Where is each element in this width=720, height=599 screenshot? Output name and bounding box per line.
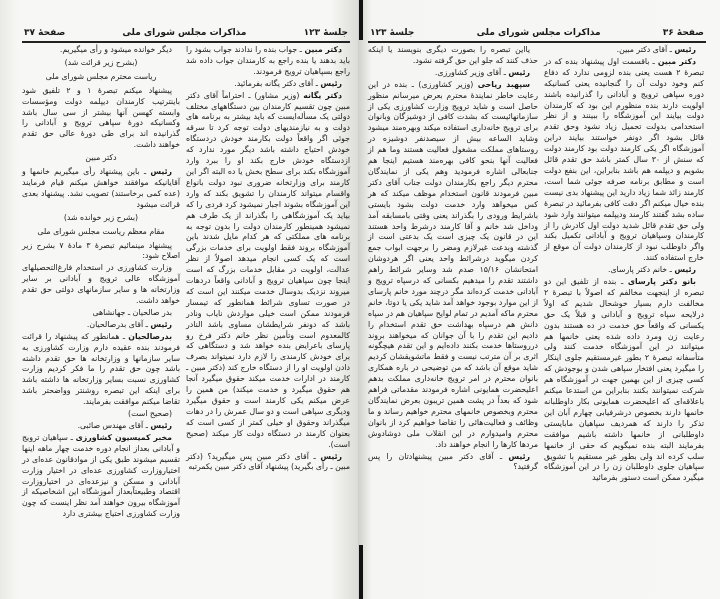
paragraph-text: وزارت کشاورزی در استخدام فارغ‌التحصیلهای آموزشگاه عالی ترویج و آبادانی بر سایر وزارتخانه ها و سایر سازمانهای دولتی حق تقدم خواهد داشت.: [22, 263, 180, 306]
paragraph-text: (بشرح زیر خوانده شد): [63, 212, 139, 222]
speech-paragraph: [544, 57, 704, 264]
text-paragraph: [22, 86, 180, 151]
speech-paragraph: [368, 68, 538, 79]
paragraph-text: ریاست محترم مجلس شورای ملی: [45, 71, 157, 81]
text-paragraph: [22, 308, 180, 319]
speaker-name: رئیس: [320, 451, 342, 461]
speech-paragraph: [22, 421, 180, 432]
header-rule: [22, 41, 350, 43]
paragraph-text: ـ آقای دکتر مبین.: [616, 45, 675, 54]
speech-paragraph: [22, 320, 180, 331]
paragraph-text: پیشنهاد میکنم تبصرهٔ ۱ و ۲ تلفیق شود باینترتیب کارمندان دیپلمه دولت ومؤسسات وابسته کهسن آنها بیشتر از سی سال باشد وکسانیکه دورهٔ سپاهی ترویج و آبادانی را گذرانیده اند برای طی دورهٔ عالی حق تقدم خواهند داشت.: [22, 85, 180, 150]
paragraph-text: ـ آقای وزیر کشاورزی.: [434, 67, 509, 77]
paragraph-text: یااین تبصره را بصورت دیگری بنویسند یا اینکه حذف کنند که جلو این حق گرفته نشود.: [368, 45, 538, 65]
speaker-name: سپهبد ریاحی: [477, 79, 530, 89]
speech-paragraph: [186, 452, 350, 474]
speech-paragraph: [22, 433, 180, 520]
speaker-name: رئیس: [674, 45, 696, 54]
header-rule: [368, 41, 706, 43]
paragraph-text: ـ خانم دکتر پارسای.: [607, 265, 675, 275]
text-paragraph: [22, 263, 180, 307]
page-header: [24, 28, 348, 40]
running-title: مذاکرات مجلس شورای ملی: [122, 28, 247, 38]
speech-paragraph: [544, 45, 704, 56]
text-paragraph: [22, 409, 180, 420]
speech-paragraph: [186, 79, 350, 90]
speech-paragraph: [368, 80, 538, 451]
page-number: صفحهٔ ۳۷: [24, 28, 66, 38]
text-paragraph: [22, 213, 180, 224]
paragraph-text: ـ جواب بنده را ندادند جواب بشود را باید بدهند یا بنده راجع به کارمندان جواب داده شد راجع بسپاهیان ترویج فرمودند.: [186, 45, 350, 76]
speaker-name: رئیس: [150, 319, 172, 329]
text-column-left: [368, 45, 538, 474]
speaker-name: رئیس: [150, 421, 172, 430]
text-column-left: [22, 45, 180, 521]
speech-paragraph: [186, 91, 350, 451]
speaker-name: رئیس: [320, 78, 342, 88]
paragraph-text: ـ آقای دکتر مبین پس میگیرید؟ (دکتر مبین ـ رأی بگیرید) پیشنهاد آقای دکتر مبین یکمرتبه: [186, 451, 350, 472]
speech-paragraph: [368, 452, 538, 474]
speaker-name: رئیس: [674, 265, 696, 275]
speech-paragraph: [186, 45, 350, 78]
speaker-name: دکتر مبین: [657, 56, 696, 66]
speaker-name: بدرصالحیان: [128, 331, 172, 341]
paragraph-text: ـ آقای دکتر مبین پیشنهادتان را پس گرفتید؟: [368, 451, 538, 472]
page-header: [370, 28, 704, 40]
paragraph-text: ـ آقای بدرصالحیان.: [86, 319, 151, 329]
paragraph-text: پیشنهاد مینمائیم تبصرهٔ ۳ مادهٔ ۷ بشرح زیر اصلاح شود:: [22, 240, 180, 261]
speech-paragraph: [22, 167, 180, 211]
paragraph-text: ـ آقای مهندس صائبی.: [77, 421, 151, 430]
text-paragraph: [22, 58, 180, 69]
paragraph-text: ـ همانطور که پیشنهاد را قرائت فرمودند بنده عقیده دارم وزارت کشاورزی به سایر سازمانها و وزارتخانه ها حق تقدم داشته باشد چون حق تقدم را ما فکر کردیم وزارت کشاورزی نسبت بسایر وزارتخانه ها داشته باشد برای اینکه این تبصره روشنتر وواضحتر باشد تقاضا میکنم موافقت بفرمایند.: [22, 331, 180, 407]
speech-paragraph: [544, 265, 704, 276]
paragraph-text: (صحیح است): [128, 409, 172, 419]
right-page: [358, 0, 720, 599]
binding-shadow: [359, 0, 363, 40]
paragraph-text: (وزیر کشاورزی) ـ بنده در این رعایت خاطر نمایندهٔ محترم بعرض میرسانم منظور حاصل است و شاید ترویج وزارت کشاورزی یکی از سازمانهائیست که بشدت کافی از دوشیزگان وبانوان برای ترویج خانه‌داری استفاده میکند وبهره‌مند میشود وشاید الساعه بیش از سیصدنفر دوشیزه در روستاهای مملکت مشغول فعالیت هستند وما هم از فعالیت آنها بنحو کافی بهره‌مند هستیم اینجا هم جنابعالی اشاره فرمودید وهم یکی از نمایندگان محترم دیگر راجع بکارمندان دولت جناب آقای دکتر مبین فرمودند قانون استخدام موظف میکند که هر کس میخواهد وارد خدمت دولت بشود بایستی باشرایط ورودی را بگذراند یعنی وقتی بامسابقه آمد وداخل شد خانم و آقا کارمند درشرط واحد هستند این در قانون یک چیزی است یک بدعتی است از گذشته وبدعت غیرلازم ومضر را برجهت ابواب جمع کردن میگوید درشرائط واحد یعنی اگر هردوشان امتحانشان ۱۵/۱۶ صدم شد وسایر شرائط راهم داشتند تقدم را میدهیم بکسانی که درسپاه ترویج و آبادانی خدمت کرده‌اند مگر درچند مورد خانم پارسای از این موارد بوجود خواهد آمد شاید یکی یا دوتا، خانم محترم ماکه آمدیم در تمام لوایح سپاهیان هم در سپاه دانش هم درسپاه بهداشت حق تقدم استخدام را دادیم این تقدم را با آن جوانان که میخواهند بروند درروستاها خدمت بکنند داده‌ایم و این تقدم هیچگونه اثری بر آن مترتب نیست و فقط ماتشویقشان کردیم شاید موقع آن باشد که من توضیحی در باره همکاری بانوان محترم در امر ترویج خانه‌داری مملکت بدهم اعلیحضرت همایونی اشاره فرمودند مقدماتی فراهم شود که بعداً در پشت همین تریبون بعرض نمایندگان محترم وبخصوص خانمهای محترم خواهیم رساند و ما وظائف و فعالیت‌هائی را تقاضا خواهیم کرد از بانوان محترم وامیدوارم در این انقلاب ملی دوشادوش مردها کارها را انجام خواهند داد.: [368, 79, 538, 449]
paragraph-text: دیگر خوانده میشود و رأی میگیریم.: [59, 45, 172, 54]
running-title: مذاکرات مجلس شورای ملی: [476, 28, 601, 38]
text-paragraph: [368, 45, 538, 67]
speaker-name: رئیس: [150, 167, 172, 177]
text-paragraph: [22, 45, 180, 56]
text-column-right: [544, 45, 704, 485]
speaker-name: رئیس: [508, 67, 530, 77]
paragraph-text: ـ بنده از تلفیق این دو تبصره از اینجهت مخالفم که اصولاً با تبصرهٔ ۲ مخالفت دارم بسیار خوشحال شدیم که اولاً درلایحه سپاه ترویج و آبادانی و قبلاً یک حق یکسانی که واقعاً حق خدمت در ده هستند بدون رعایت زن ومرد داده شده یعنی خانمها هم میتوانند در این آموزشگاه خدمت کنند ولی متأسفانه تبصرهٔ ۲ بطور غیرمستقیم جلوی اینکار را میگیرد یعنی افتخار سپاهی شدن و بوجودش که کسی چیزی از این بهمین جهت در آموزشگاه هم شرکت نمیتوانند بکنند بنابراین من استدعا میکنم باعلاقه‌ای که اعلیحضرت همایونی بکار داوطلبانه خانمها دارند بخصوص درشرفیابی چهارم آبان این تذکر را دارند که همردیف سپاهیان مابایستی داوطلبانی از خانمها داشته باشیم موافقت بفرمایند البته بنده نمیگویم که حقی از خانمها سلب کرده اند ولی بطور غیر مستقیم با تشویق سپاهیان جلوی داوطلبان زن را در این آموزشگاه میگیرد ممکن است دستور بفرمائید: [544, 277, 704, 483]
speech-paragraph: [544, 277, 704, 484]
text-paragraph: [22, 72, 180, 83]
text-paragraph: [22, 241, 180, 263]
text-paragraph: [22, 227, 180, 238]
binding-shadow: [359, 545, 363, 599]
speaker-name: بانو دکتر پارسای: [627, 277, 696, 287]
page-number: صفحهٔ ۳۶: [662, 28, 704, 38]
paragraph-text: ـ آقای دکتر یگانه بفرمائید.: [234, 78, 321, 88]
speaker-name: دکتر یگانه: [303, 90, 342, 100]
paragraph-text: ـ سپاهیان ترویج و آبادانی بعداز انجام دوره خدمت چهار ماهه اینها تقسیم میشوند طبق یکی از موادقانون عده‌ای در اختیاروزارت کشاورزی عده‌ای در اختیار وزارت آبادانی و مسکن و نیزعده‌ای در اختیاروزارت اقتصاد وطبیعتاًبعداز آموزشگاه این اشخاصیکه از آموزشگاه بیرون خواهند آمد نظر اینست که چون وزارت کشاورزی احتیاج بیشتری دارد: [22, 432, 180, 519]
speech-paragraph: [22, 332, 180, 408]
left-page: [0, 0, 358, 599]
paragraph-text: مقام معظم ریاست مجلس شورای ملی: [37, 226, 165, 236]
speaker-name: رئیس: [508, 451, 530, 461]
speaker-name: مخبر کمیسیون کشاورزی: [75, 432, 172, 442]
paragraph-text: (بشرح زیر قرائت شد): [64, 57, 138, 67]
text-column-right: [186, 45, 350, 474]
session-number: جلسهٔ ۱۲۳: [370, 28, 415, 38]
paragraph-text: دکتر مبین: [85, 153, 117, 163]
speaker-name: دکتر مبین: [304, 45, 342, 54]
paragraph-text: (وزیر مشاور) ـ احتراماً آقای دکتر مبین چون تقسیم کارمندان بین دستگاههای مختلف دولتی یک مسأله‌ایست که باید بیشتر به برنامه های دولت و به نیازمندیهای دولت توجه کرد تا سرقه جوئی اگر واقعاً دولت بکارمند خودش دردستگاه خودش احتیاج داشته باشد دیگر مورد ندارد که ازدستگاه خودش خارج بکند او را ببرد وارد آموزشگاه بکند برای سطح بخش یا ده البته اگر این کارمند برای وزارتخانه ضروری نبود دولت بانواع واقسام میتواند کارمندان را تشویق بکند که وارد این آموزشگاه بشوند اجبار نمیشود کرد فردی را که بیاید یک آموزشگاهی را بگذراند از یک طرف هم نمیشود همینطور کارمندان دولت را بدون توجه به برنامه های مملکتی که هر کدام مایل شدند باین آموزشگاه بروند فقط اولویت برای خدمات بزرگی است که یک کسی انجام میدهد اصولاً از نظر عدالت، اولویت در مقابل خدمات بزرگ که است اینجا چون سپاهیان ترویج و آبادانی واقعاً دردهات میروند نزدیک بدوسال خدمت میکنند این است که در صورت تساوی شرائط همانطور که تیمسار فرمودند ممکن است خیلی مواردش نایاب ونادر باشد که دونفر شرایطشان مساوی باشد النادر کالمعدوم است وتأمین نظر خانم دکتر فرخ رو پارسای باعرایض بنده خواهد شد و دستگاهی که برای خودش کارمندی را لازم دارد نمیتواند بصرف دادن اولویت او را از دستگاه خارج کند (دکتر مبین ـ کارمند در ادارات خدمت میکند حقوق میگیرد آنجا هم حقوق میگیرد و خدمت میکند) من همین را عرض میکنم یکی کارمند است و حقوق میگیرد ودیگری سپاهی است و دو سال عمرش را در دهات میگذراند وحقوق او خیلی کمتر از کسی است که بعنوان کارمند در دستگاه دولت کار میکند (صحیح است).: [186, 90, 350, 449]
text-paragraph: [22, 153, 180, 164]
paragraph-text: بدر صالحیان ـ جهانشاهی: [92, 307, 172, 317]
paragraph-text: ـ باین پیشنهاد رأی میگیریم خانمها و آقایانیکه موافقند خواهش میکنم قیام فرمایند (عده کمی برخاستند) تصویب نشد. پیشنهاد بعدی قرائت میشود: [22, 167, 180, 209]
paragraph-text: ـ باقسمت اول پیشنهاد بنده که در تبصرهٔ ۲ هست یعنی بنده لزومی ندارد که دفاع کنم وخود دولت آن را گنجانیده یعنی کسانیکه دوره سپاهی ترویج و آبادانی را گذرانیده باشند اولویت دارند بنده منظورم این بود که کارمندان دولت بیایند این آموزشگاه را ببینند و از نظر استخدامی بدولت تحمیل زیاد نشود وحق تقدم قائل بشود اگر دونفر خواستند بیایند دراین آموزشگاه اگر یکی کارمند دولت بود کارمند دولت که سنش از ۳۰ سال کمتر باشد حق تقدم قائل بشویم و دیپلمه هم باشد بنابراین، این بنفع دولت است و مطابق برنامه صرفه جوئی شما است، کارمند زائد شما زیاد دارید این پیشنهاد بدی نیست بنده خیال میکنم اگر دقت کافی بفرمائید در تبصرهٔ ساده بشد گفتند کارمند ودیپلمه میتوانند وارد شود ولی حق تقدم قائل شدید دولت اول کادرش را از کارمندان وسپاهیان ترویج و آبادانی تکمیل بکند واگر داوطلب نبود از کارمندان دولت آن موقع از خارج استفاده کنند.: [544, 56, 704, 263]
session-number: جلسهٔ ۱۲۳: [303, 28, 348, 38]
